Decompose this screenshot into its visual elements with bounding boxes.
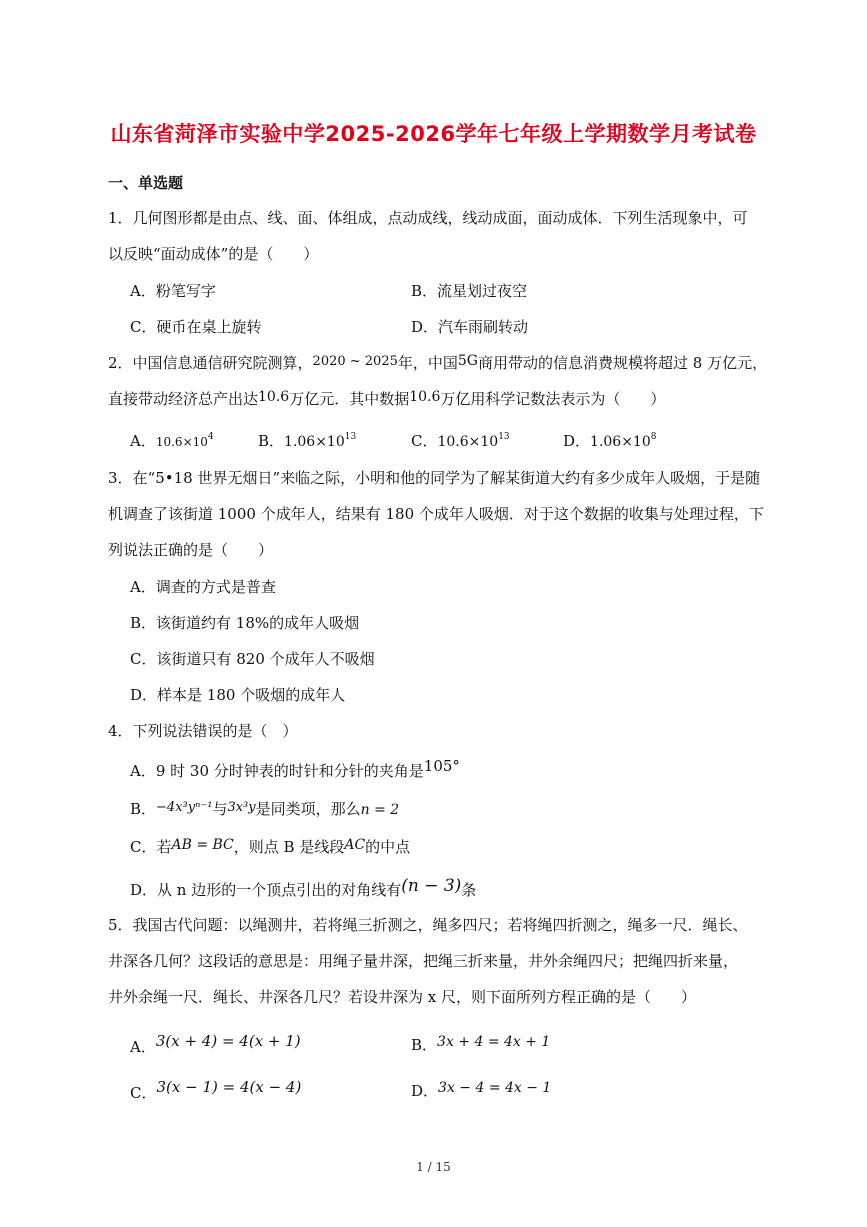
q2-number: 10.6	[258, 389, 290, 405]
q2-text: 年，中国	[397, 354, 458, 372]
q1-stem-line1: 1．几何图形都是由点、线、面、体组成，点动成线，线动成面，面动成体．下列生活现象中，可	[108, 209, 748, 227]
option-math: n = 2	[360, 802, 400, 818]
option-label: C．	[411, 432, 438, 450]
option-text: 是同类项，那么	[255, 800, 361, 818]
option-text: 条	[461, 881, 477, 899]
option-label: B．	[130, 800, 157, 818]
option-text: A．9 时 30 分时钟表的时针和分针的夹角是	[130, 762, 424, 780]
option-text: 的中点	[365, 838, 411, 856]
option-math: 105°	[423, 757, 460, 775]
q3-option-c: C．该街道只有 820 个成年人不吸烟	[130, 650, 375, 668]
q3-stem-line3: 列说法正确的是（ ）	[108, 541, 274, 559]
option-label: C．若	[130, 838, 172, 856]
q3-option-b: B．该街道约有 18%的成年人吸烟	[130, 614, 360, 632]
option-exponent: 8	[650, 432, 657, 442]
option-math: 3x + 4 = 4x + 1	[437, 1034, 551, 1050]
option-label: B．	[411, 1036, 438, 1054]
option-label: A．	[130, 1038, 156, 1056]
q1-stem-line2: 以反映“面动成体”的是（ ）	[108, 245, 319, 263]
q3-option-a: A．调查的方式是普查	[130, 578, 276, 596]
q5-option-c	[130, 1078, 301, 1103]
page-number: 1 / 15	[416, 1160, 451, 1174]
q5-option-a	[130, 1032, 301, 1057]
q2-text: 万亿用科学记数法表示为（ ）	[440, 390, 666, 408]
q2-5g: 5G	[457, 353, 478, 369]
option-label: C．	[130, 1084, 157, 1102]
option-text: ，则点 B 是线段	[233, 838, 345, 856]
option-math: (n − 3)	[401, 876, 462, 896]
option-math: 3x³y	[227, 800, 256, 815]
q3-stem-line2: 机调查了该街道 1000 个成年人，结果有 180 个成年人吸烟．对于这个数据的收集与处理过程，下	[108, 505, 764, 523]
q4-option-d	[130, 876, 476, 900]
q2-text: 直接带动经济总产出达	[108, 390, 259, 408]
option-math: AB = BC	[171, 837, 234, 853]
option-math: −4x³yⁿ⁻¹	[156, 800, 213, 815]
option-label: A．	[130, 432, 156, 450]
q2-option-b	[258, 430, 356, 451]
option-math: 3(x + 4) = 4(x + 1)	[155, 1032, 301, 1050]
q5-option-b	[411, 1034, 550, 1055]
option-math: 3(x − 1) = 4(x − 4)	[156, 1078, 302, 1096]
q2-option-d	[563, 430, 656, 451]
option-label: D．	[563, 432, 591, 450]
q2-text: 2．中国信息通信研究院测算，	[108, 354, 313, 372]
q1-option-b: B．流星划过夜空	[411, 282, 528, 300]
q2-text: 万亿元．其中数据	[289, 390, 410, 408]
q1-option-d: D．汽车雨刷转动	[411, 318, 529, 336]
option-math: 1.06×10	[284, 434, 345, 450]
document-title: 山东省菏泽市实验中学2025-2026学年七年级上学期数学月考试卷	[110, 122, 757, 146]
q5-stem-line3: 井外余绳一尺．绳长、井深各几尺？若设井深为 x 尺，则下面所列方程正确的是（ ）	[108, 988, 696, 1006]
q4-option-c	[130, 836, 410, 857]
option-exponent: 13	[344, 432, 357, 442]
q4-option-a	[130, 757, 460, 781]
q4-stem: 4．下列说法错误的是（ ）	[108, 722, 298, 740]
q1-option-c: C．硬币在桌上旋转	[130, 318, 262, 336]
q3-stem-line1: 3．在“5•18 世界无烟日”来临之际，小明和他的同学为了解某街道大约有多少成年人吸烟，于是随	[108, 469, 761, 487]
q2-text: 商用带动的信息消费规模将超过 8 万亿元，	[477, 354, 768, 372]
q2-stem-line2	[108, 388, 665, 409]
q4-option-b	[130, 798, 399, 819]
q2-option-c	[411, 430, 510, 451]
option-math: 10.6×10	[437, 434, 499, 450]
section-heading: 一、单选题	[108, 174, 184, 192]
q5-stem-line2: 井深各几何？这段话的意思是：用绳子量井深，把绳三折来量，井外余绳四尺；把绳四折来量，	[108, 952, 739, 970]
option-text: 与	[212, 800, 228, 818]
option-text: D．从 n 边形的一个顶点引出的对角线有	[130, 881, 402, 899]
option-exponent: 13	[498, 432, 510, 442]
option-label: B．	[258, 432, 285, 450]
q1-option-a: A．粉笔写字	[130, 282, 216, 300]
q3-option-d: D．样本是 180 个吸烟的成年人	[130, 686, 346, 704]
option-label: D．	[411, 1082, 439, 1100]
q2-stem-line1	[108, 352, 767, 373]
q2-number: 10.6	[409, 389, 441, 405]
option-exponent: 4	[207, 432, 214, 442]
option-math: 10.6×10	[155, 435, 208, 449]
q5-stem-line1: 5．我国古代问题：以绳测井，若将绳三折测之，绳多四尺；若将绳四折测之，绳多一尺．绳长、	[108, 916, 748, 934]
option-math: AC	[344, 837, 366, 853]
q2-year-range: 2020 ~ 2025	[312, 354, 398, 369]
option-math: 3x − 4 = 4x − 1	[438, 1080, 552, 1096]
q2-option-a	[130, 430, 214, 451]
option-math: 1.06×10	[590, 434, 651, 450]
q5-option-d	[411, 1080, 551, 1101]
